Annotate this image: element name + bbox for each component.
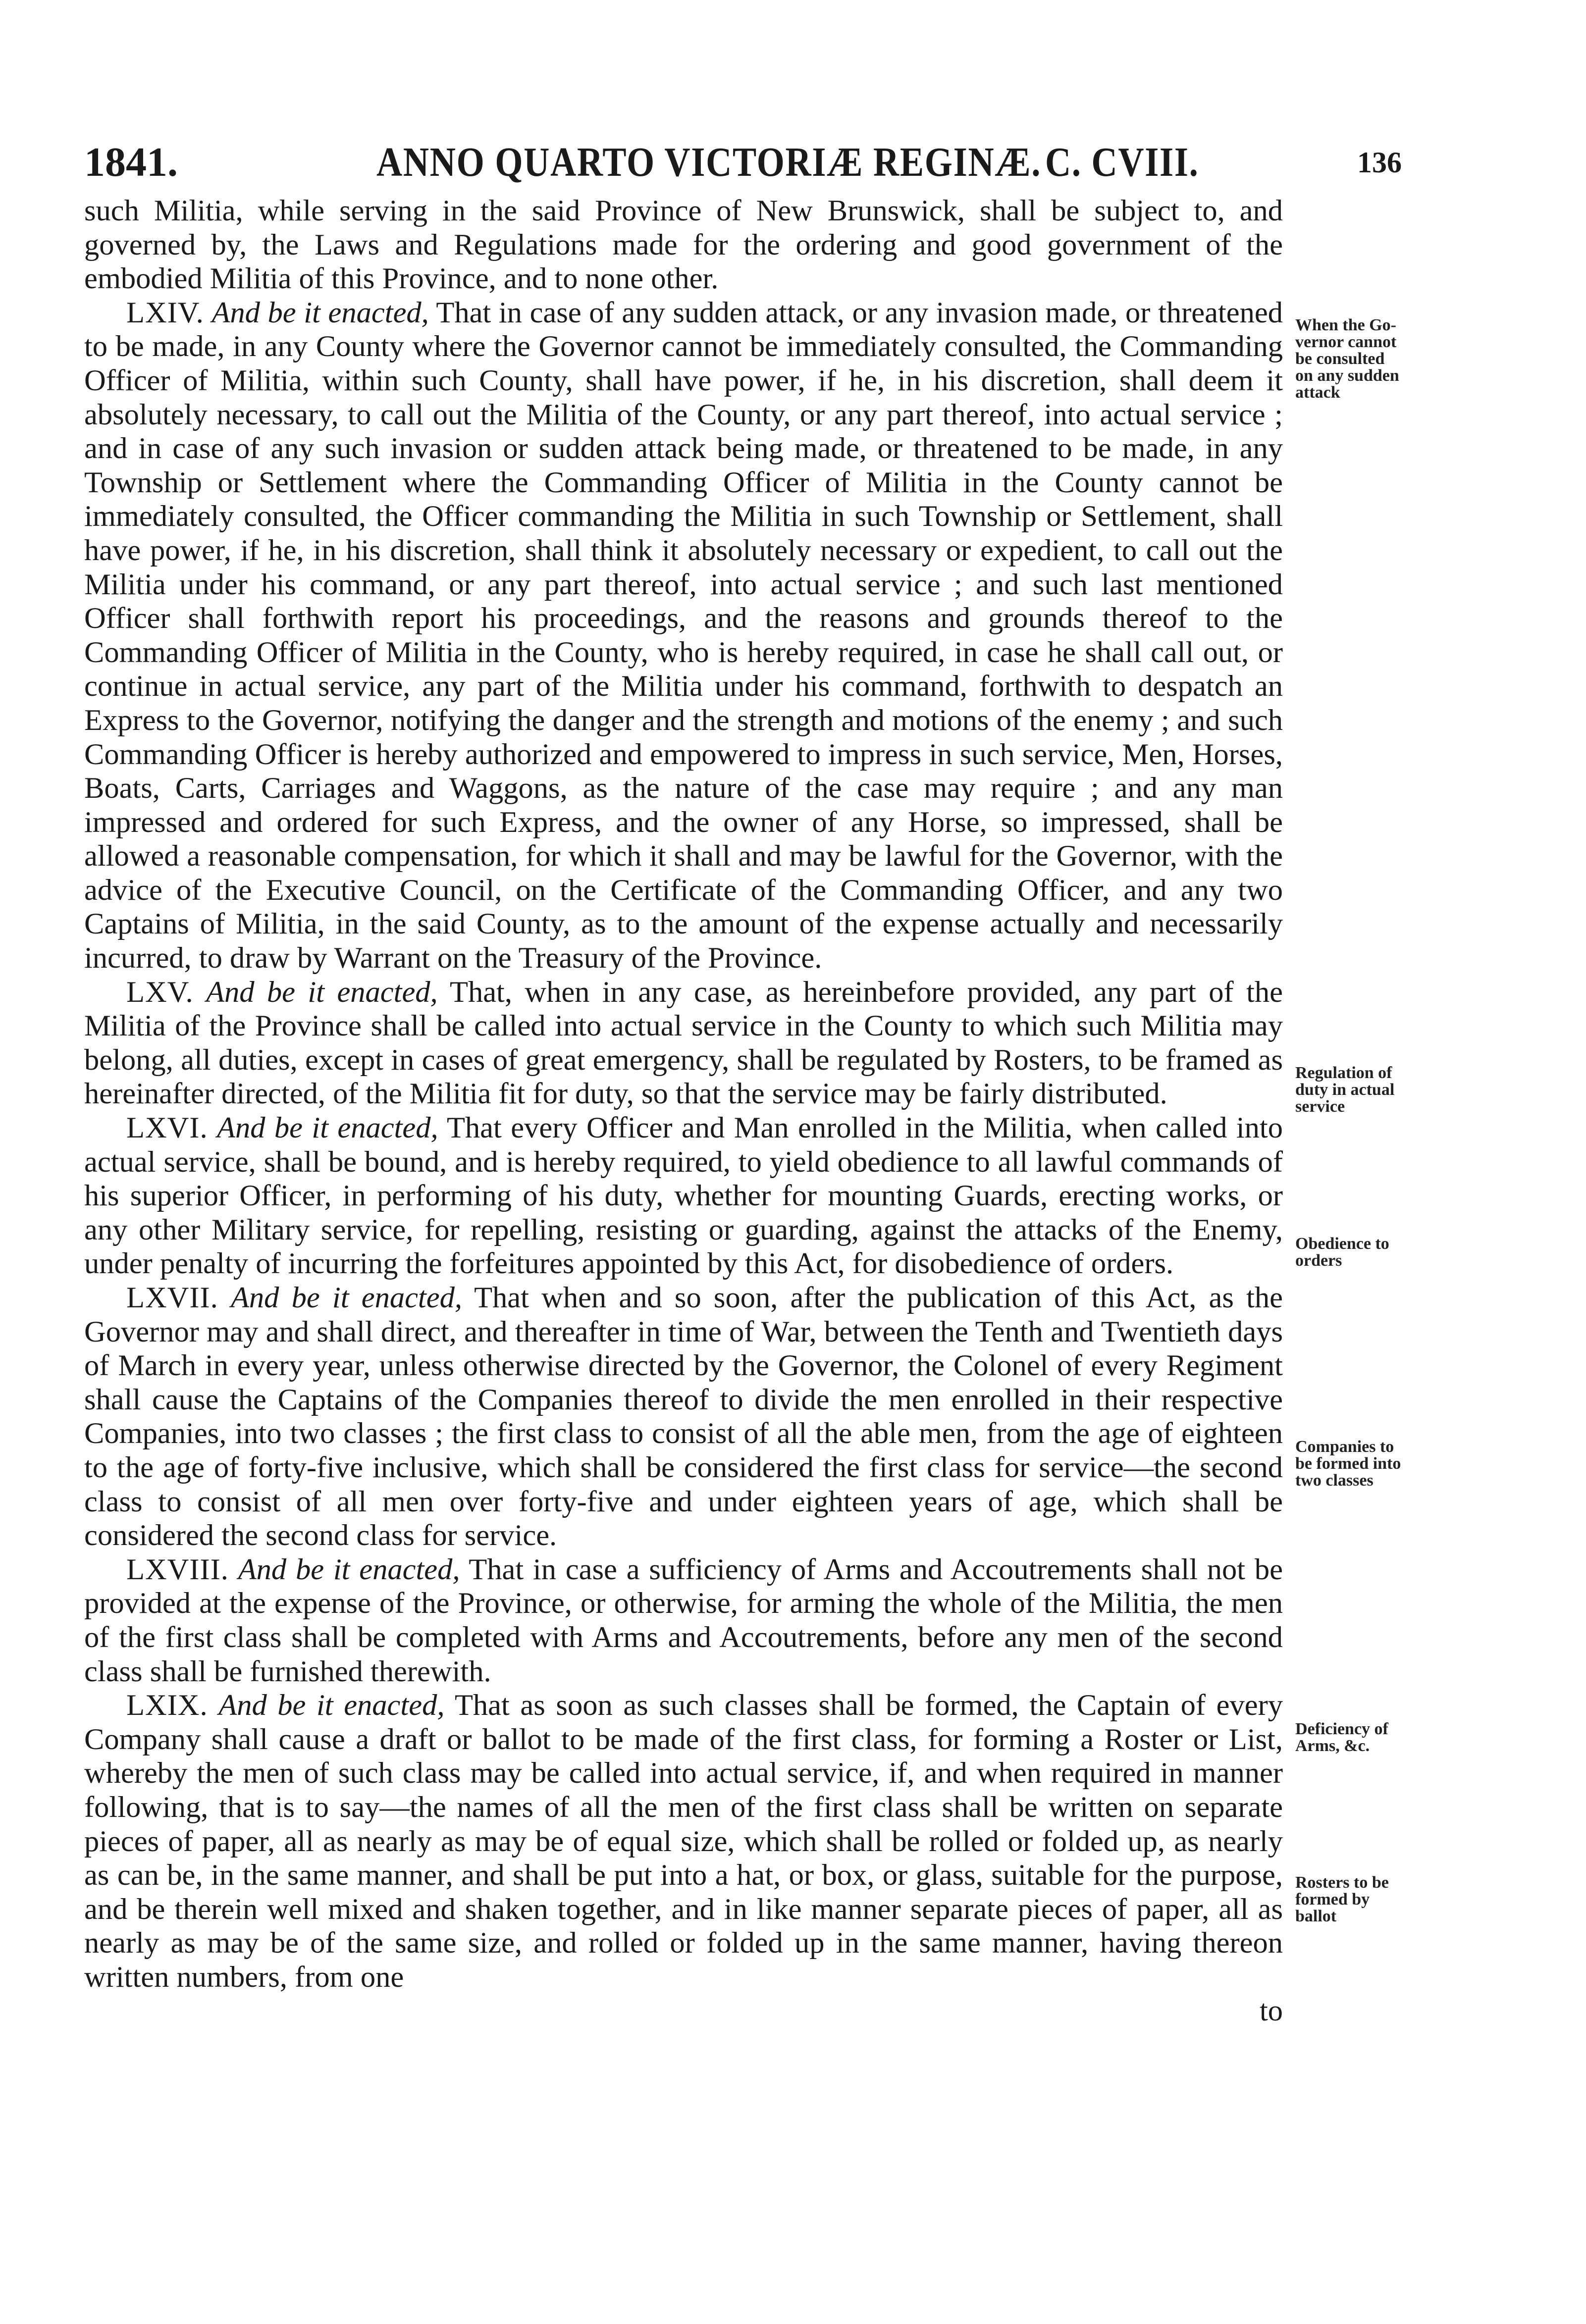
section-number: LXIX. <box>126 1689 208 1722</box>
enacting-clause: And be it enacted, <box>230 1281 462 1314</box>
section-text: That, when in any case, as hereinbefore provided, any part of the Militia of the Province shall be called into actual service in the County to which such Militia may belong, all duties, except in cases of great emergency, shall be regulated by Rosters, to be framed as hereinafter directed, of the Militia fit for duty, so that the service may be fairly distributed. <box>84 975 1283 1111</box>
header-chapter: C. CVIII. <box>1045 139 1199 185</box>
margin-note-line: Rosters to be <box>1295 1873 1389 1892</box>
section-text: That as soon as such classes shall be formed, the Captain of every Company shall cause a draft or ballot to be made of the first class, for forming a Roster or List, whereby the men of such class may be called into actual service, if, and when required in manner following, that is to say—the names of all the men of the first class shall be written on separate pieces of paper, all as nearly as may be of equal size, which shall be rolled or folded up, as nearly as can be, in the same manner, and shall be put into a hat, or box, or glass, suitable for the purpose, and be therein well mixed and shaken together, and in like manner separate pieces of paper, all as nearly as may be of the same size, and rolled or folded up in the same manner, having thereon written numbers, from one <box>84 1689 1283 1994</box>
enacting-clause: And be it enacted, <box>238 1552 460 1586</box>
section-text: That every Officer and Man enrolled in the Militia, when called into actual service, shall be bound, and is hereby required, to yield obedience to all lawful commands of his superior Officer, in performing of his duty, whether for mounting Guards, erecting works, or any other Military service, for repelling, resisting or guarding, against the attacks of the Enemy, under penalty of incurring the forfeitures appointed by this Act, for disobedience of orders. <box>84 1111 1283 1281</box>
margin-note-rosters-ballot <box>1295 1874 1444 1925</box>
section-number: LXVIII. <box>126 1552 229 1586</box>
margin-note-line: Arms, &c. <box>1295 1737 1370 1755</box>
margin-note-line: ballot <box>1295 1907 1337 1925</box>
section-number: LXIV. <box>126 296 204 329</box>
section-number: LXV. <box>126 975 194 1009</box>
main-text <box>84 194 1283 2028</box>
margin-note-line: on any sudden <box>1295 366 1399 385</box>
section-lxix <box>84 1689 1283 1994</box>
margin-note-regulation-of-duty <box>1295 1065 1444 1115</box>
enacting-clause: And be it enacted, <box>211 296 429 329</box>
margin-note-line: Deficiency of <box>1295 1720 1388 1738</box>
margin-note-line: be consulted <box>1295 350 1385 368</box>
margin-note-line: attack <box>1295 383 1340 402</box>
section-text: That in case of any sudden attack, or any invasion made, or threatened to be made, in any County where the Governor cannot be immediately consulted, the Commanding Officer of Militia, within such County, shall have power, if he, in his discretion, shall deem it absolutely necessary, to call out the Militia of the County, or any part thereof, into actual service ; and in case of any such invasion or sudden attack being made, or threatened to be made, in any Township or Settlement where the Commanding Officer of Militia in the County cannot be immediately consulted, the Officer commanding the Militia in such Township or Settlement, shall have power, if he, in his discretion, shall think it absolutely necessary or expedient, to call out the Militia under his command, or any part thereof, into actual service ; and such last mentioned Officer shall forthwith report his proceedings, and the reasons and grounds thereof to the Commanding Officer of Militia in the County, who is hereby required, in case he shall call out, or continue in actual service, any part of the Militia under his command, forthwith to despatch an Express to the Governor, notifying the danger and the strength and motions of the enemy ; and such Commanding Officer is hereby authorized and empowered to impress in such service, Men, Horses, Boats, Carts, Carriages and Waggons, as the nature of the case may require ; and any man impressed and ordered for such Express, and the owner of any Horse, so impressed, shall be allowed a reasonable compensation, for which it shall and may be lawful for the Governor, with the advice of the Executive Council, on the Certificate of the Commanding Officer, and any two Captains of Militia, in the said County, as to the amount of the expense actually and necessarily incurred, to draw by Warrant on the Treasury of the Province. <box>84 296 1283 975</box>
paragraph-text: such Militia, while serving in the said Province of New Brunswick, shall be subject to, and governed by, the Laws and Regulations made for the ordering and good government of the embodied Militia of this Province, and to none other. <box>84 194 1283 296</box>
section-lxvi <box>84 1111 1283 1281</box>
margin-note-line: be formed into <box>1295 1454 1401 1473</box>
section-lxviii <box>84 1553 1283 1689</box>
margin-note-line: Obedience to <box>1295 1235 1389 1253</box>
enacting-clause: And be it enacted, <box>218 1689 445 1722</box>
section-text: That in case a sufficiency of Arms and Accoutrements shall not be provided at the expense of the Province, or otherwise, for arming the whole of the Militia, the men of the first class shall be completed with Arms and Accoutrements, before any men of the second class shall be furnished therewith. <box>84 1552 1283 1688</box>
margin-note-line: service <box>1295 1097 1345 1116</box>
margin-note-obedience <box>1295 1236 1444 1269</box>
margin-note-governor-not-consulted <box>1295 317 1444 401</box>
page-number: 136 <box>1357 146 1402 179</box>
section-text: That when and so soon, after the publication of this Act, as the Governor may and shall direct, and thereafter in time of War, between the Tenth and Twentieth days of March in every year, unless otherwise directed by the Governor, the Colonel of every Regiment shall cause the Captains of the Companies thereof to divide the men enrolled in their respective Companies, into two classes ; the first class to consist of all the able men, from the age of eighteen to the age of forty-five inclusive, which shall be considered the first class for service—the second class to consist of all men over forty-five and under eighteen years of age, which shall be considered the second class for service. <box>84 1281 1283 1552</box>
catchword <box>84 1994 1283 2028</box>
paragraph-continuation <box>84 194 1283 296</box>
header-title: ANNO QUARTO VICTORIÆ REGINÆ. <box>376 139 1042 185</box>
section-lxvii <box>84 1281 1283 1553</box>
section-number: LXVI. <box>126 1111 208 1145</box>
section-number: LXVII. <box>126 1281 218 1314</box>
margin-note-line: Companies to <box>1295 1438 1394 1456</box>
margin-note-line: When the Go- <box>1295 316 1396 334</box>
section-lxiv <box>84 296 1283 976</box>
catchword-text: to <box>1259 1994 1283 2028</box>
margin-note-deficiency-of-arms <box>1295 1721 1444 1755</box>
margin-note-line: vernor cannot <box>1295 333 1397 351</box>
running-header <box>84 133 1451 192</box>
section-lxv <box>84 976 1283 1111</box>
margin-note-line: duty in actual <box>1295 1081 1395 1099</box>
enacting-clause: And be it enacted, <box>217 1111 438 1145</box>
enacting-clause: And be it enacted, <box>206 975 438 1009</box>
margin-note-companies-classes <box>1295 1439 1444 1489</box>
header-year: 1841. <box>84 139 178 185</box>
margin-note-line: two classes <box>1295 1471 1374 1490</box>
margin-note-line: Regulation of <box>1295 1064 1392 1082</box>
margin-note-line: orders <box>1295 1251 1342 1270</box>
margin-note-line: formed by <box>1295 1890 1370 1909</box>
